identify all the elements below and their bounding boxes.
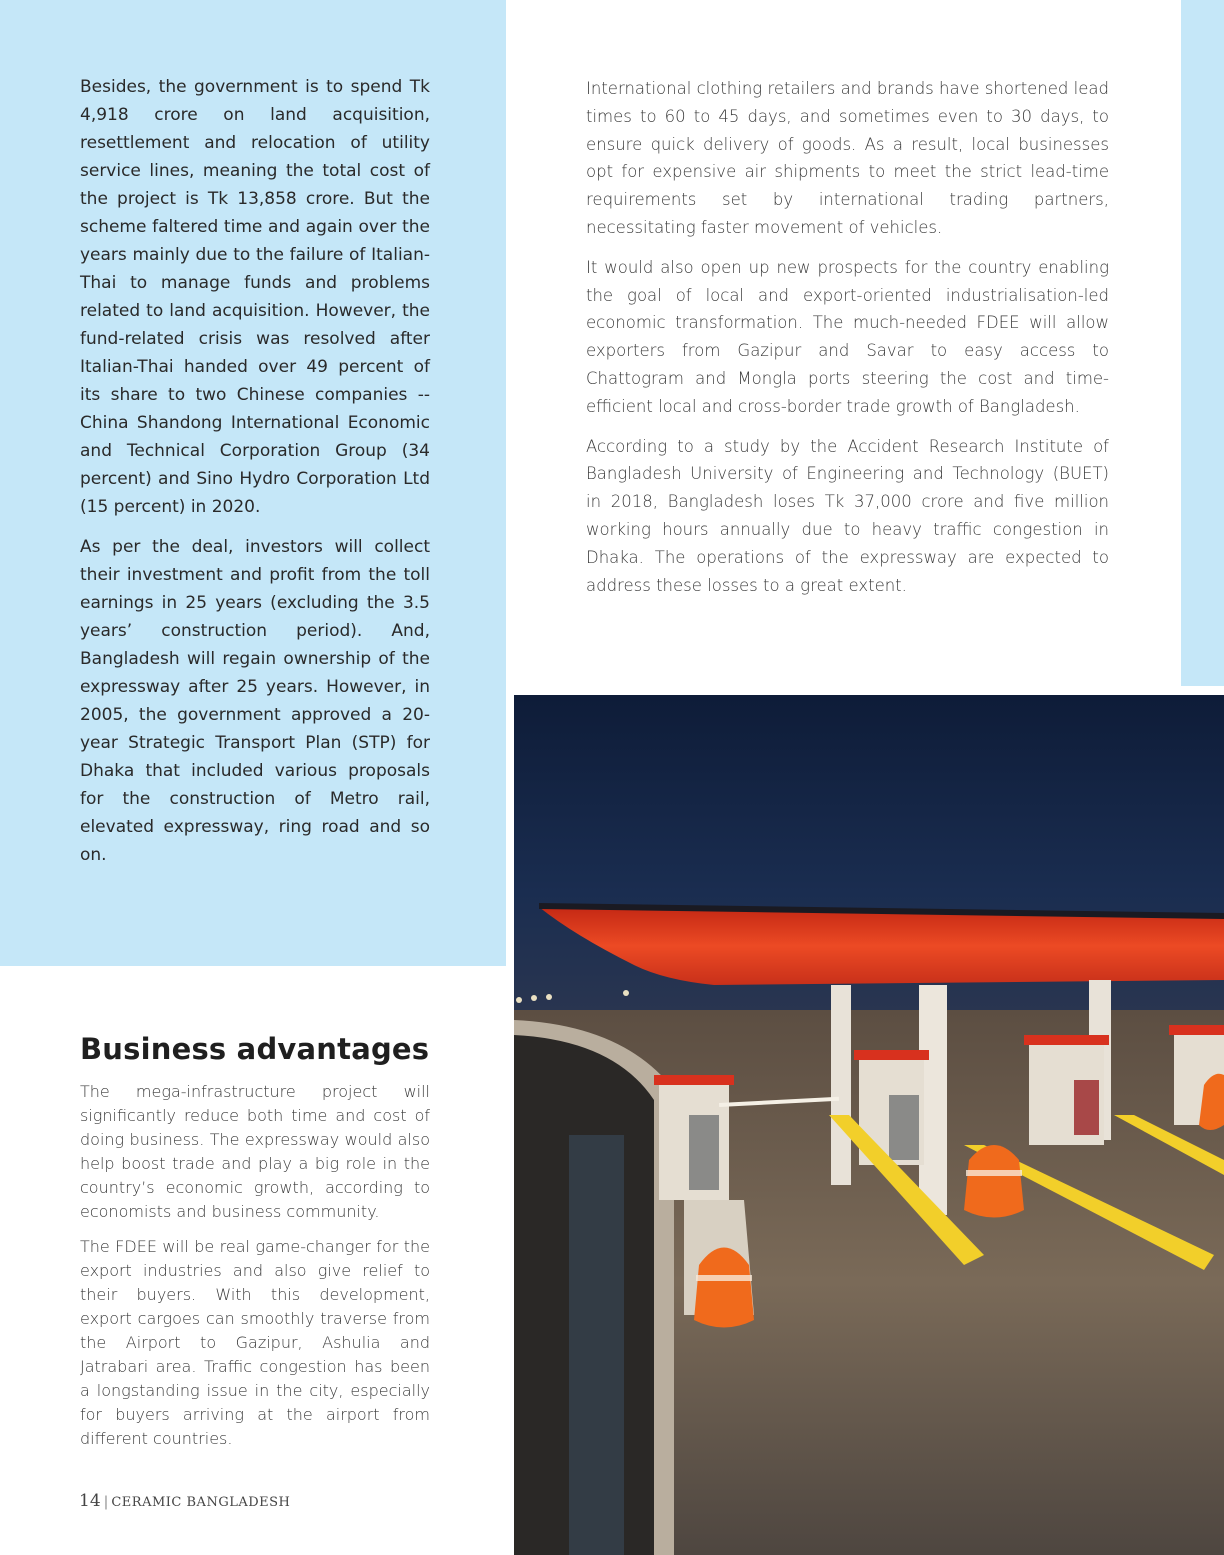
paragraph: As per the deal, investors will collect their investment and profit from the toll earnings in 25 years (excluding the 3.5 years’ construction period). And, Bangladesh will regain ownership of the expressway after 25 years. However, in 2005, the government approved a 20-year Strategic Transport Plan (STP) for Dhaka that included various proposals for the construction of Metro rail, elevated expressway, ring road and so on. bbox=[80, 537, 430, 865]
paragraph: According to a study by the Accident Research Institute of Bangladesh University of Engineering and Technology (BUET) in 2018, Bangladesh loses Tk 37,000 crore and five million working hours annually due to heavy traffic congestion in Dhaka. The operations of the expressway are expected to address these losses to a great extent. bbox=[586, 436, 1109, 595]
toll-plaza-illustration bbox=[514, 695, 1224, 1555]
page-number: 14 bbox=[79, 1491, 101, 1511]
paragraph: It would also open up new prospects for the country enabling the goal of local and export-oriented industrialisation-led economic transformation. The much-needed FDEE will allow exporters from Gazipur and Savar to easy access to Chattogram and Mongla ports steering the cost and time-efficient local and cross-border trade growth of Bangladesh. bbox=[586, 257, 1109, 416]
publication-name: CERAMIC BANGLADESH bbox=[111, 1495, 291, 1510]
paragraph: Besides, the government is to spend Tk 4,918 crore on land acquisition, resettlement and relocation of utility service lines, meaning the total cost of the project is Tk 13,858 crore. But the scheme faltered time and again over the years mainly due to the failure of Italian-Thai to manage funds and problems related to land acquisition. However, the fund-related crisis was resolved after Italian-Thai handed over 49 percent of its share to two Chinese companies -- China Shandong International Economic and Technical Corporation Group (34 percent) and Sino Hydro Corporation Ltd (15 percent) in 2020. bbox=[80, 77, 430, 517]
section-heading: Business advantages bbox=[80, 1032, 430, 1066]
left-column-article bbox=[80, 73, 430, 881]
paragraph: The FDEE will be real game-changer for the export industries and also give relief to their buyers. With this development, export cargoes can smoothly traverse from the Airport to Gazipur, Ashulia and Jatrabari area. Traffic congestion has been a longstanding issue in the city, especially for buyers arriving at the airport from different countries. bbox=[80, 1237, 430, 1448]
right-edge-accent-strip bbox=[1181, 0, 1224, 686]
toll-plaza-photo bbox=[514, 695, 1224, 1555]
business-advantages-article bbox=[80, 1080, 430, 1462]
page-footer bbox=[79, 1491, 290, 1511]
paragraph: The mega-infrastructure project will significantly reduce both time and cost of doing business. The expressway would also help boost trade and play a big role in the country’s economic growth, according to economists and business community. bbox=[80, 1082, 430, 1221]
right-column-article bbox=[586, 75, 1109, 611]
paragraph: International clothing retailers and brands have shortened lead times to 60 to 45 days, and sometimes even to 30 days, to ensure quick delivery of goods. As a result, local businesses opt for expensive air shipments to meet the strict lead-time requirements set by international trading partners, necessitating faster movement of vehicles. bbox=[586, 79, 1109, 237]
footer-separator: | bbox=[103, 1494, 109, 1510]
